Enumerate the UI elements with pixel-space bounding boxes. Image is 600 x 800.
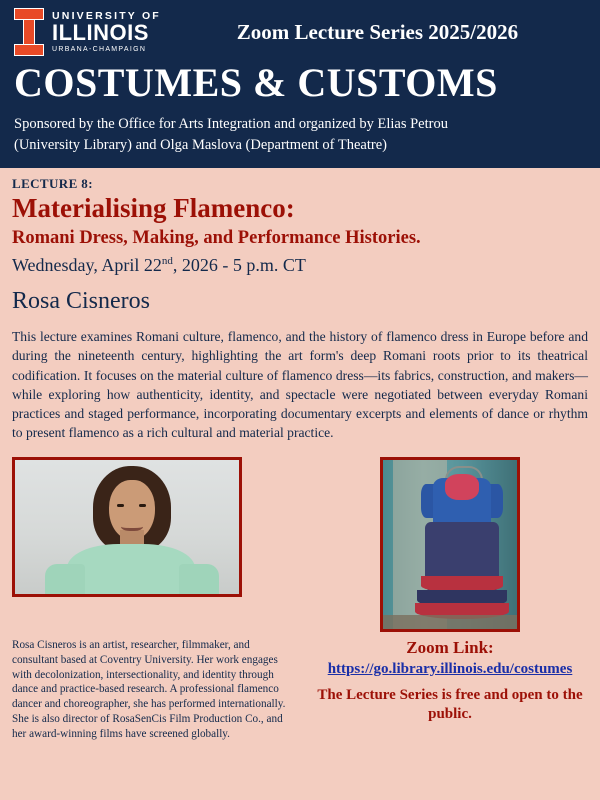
- poster-main-title: COSTUMES & CUSTOMS: [14, 60, 498, 105]
- zoom-note: The Lecture Series is free and open to the public.: [317, 686, 583, 722]
- flamenco-dress-photo: [380, 457, 520, 632]
- zoom-link[interactable]: https://go.library.illinois.edu/costumes: [327, 660, 573, 677]
- speaker-photo-column: [12, 457, 312, 597]
- lecture-abstract: This lecture examines Romani culture, flamenco, and the history of flamenco dress in Europe before and during the nineteenth century, highlighting the art form's deep Romani roots prior to its theatrical codification. It focuses on the material culture of flamenco dress—its fabrics, construction, and makers—while exploring how authenticity, identity, and spectacle were negotiated between everyday Romani practices and staged performance, incorporating documentary excerpts and elements of dance or rhythm to present flamenco as a rich cultural and material practice.: [12, 328, 588, 441]
- datetime-prefix: Wednesday, April 22: [12, 254, 162, 275]
- speaker-photo: [12, 457, 242, 597]
- sponsor-line-2: (University Library) and Olga Maslova (Department of Theatre): [14, 137, 387, 154]
- zoom-info: [312, 638, 588, 742]
- sponsor-text: [14, 114, 586, 156]
- datetime-ordinal: nd: [161, 254, 173, 267]
- datetime-suffix: , 2026 - 5 p.m. CT: [172, 254, 306, 275]
- lecture-details: [0, 168, 600, 443]
- speaker-name: Rosa Cisneros: [12, 287, 150, 314]
- lecture-subtitle: Romani Dress, Making, and Performance Histories.: [12, 227, 421, 248]
- series-title: Zoom Lecture Series 2025/2026: [236, 19, 519, 44]
- sponsor-line-1: Sponsored by the Office for Arts Integration and organized by Elias Petrou: [14, 116, 448, 132]
- lecture-title: Materialising Flamenco:: [12, 193, 295, 224]
- zoom-link-label: Zoom Link:: [406, 637, 494, 657]
- speaker-bio: Rosa Cisneros is an artist, researcher, filmmaker, and consultant based at Coventry University. Her work engages with decolonization, intersectionality, and identity through dance and practice-based research. A professional flamenco dancer and choreographer, she has performed internationally. She is also director of RosaSenCis Film Production Co., and her award-winning films have screened globally.: [12, 638, 286, 741]
- logo-campus-text: URBANA-CHAMPAIGN: [52, 46, 147, 54]
- lecture-number: LECTURE 8:: [12, 176, 93, 192]
- lecture-datetime: [12, 255, 588, 276]
- block-i-icon: [14, 8, 44, 56]
- logo-illinois-text: ILLINOIS: [52, 20, 149, 46]
- header-top-row: [14, 8, 586, 56]
- university-logo: [14, 8, 161, 56]
- logo-university-text: UNIVERSITY OF: [52, 9, 161, 22]
- poster-header: [0, 0, 600, 168]
- images-row: [0, 457, 600, 632]
- dress-photo-column: [312, 457, 588, 632]
- bottom-row: [0, 632, 600, 742]
- logo-wordmark: [52, 11, 161, 54]
